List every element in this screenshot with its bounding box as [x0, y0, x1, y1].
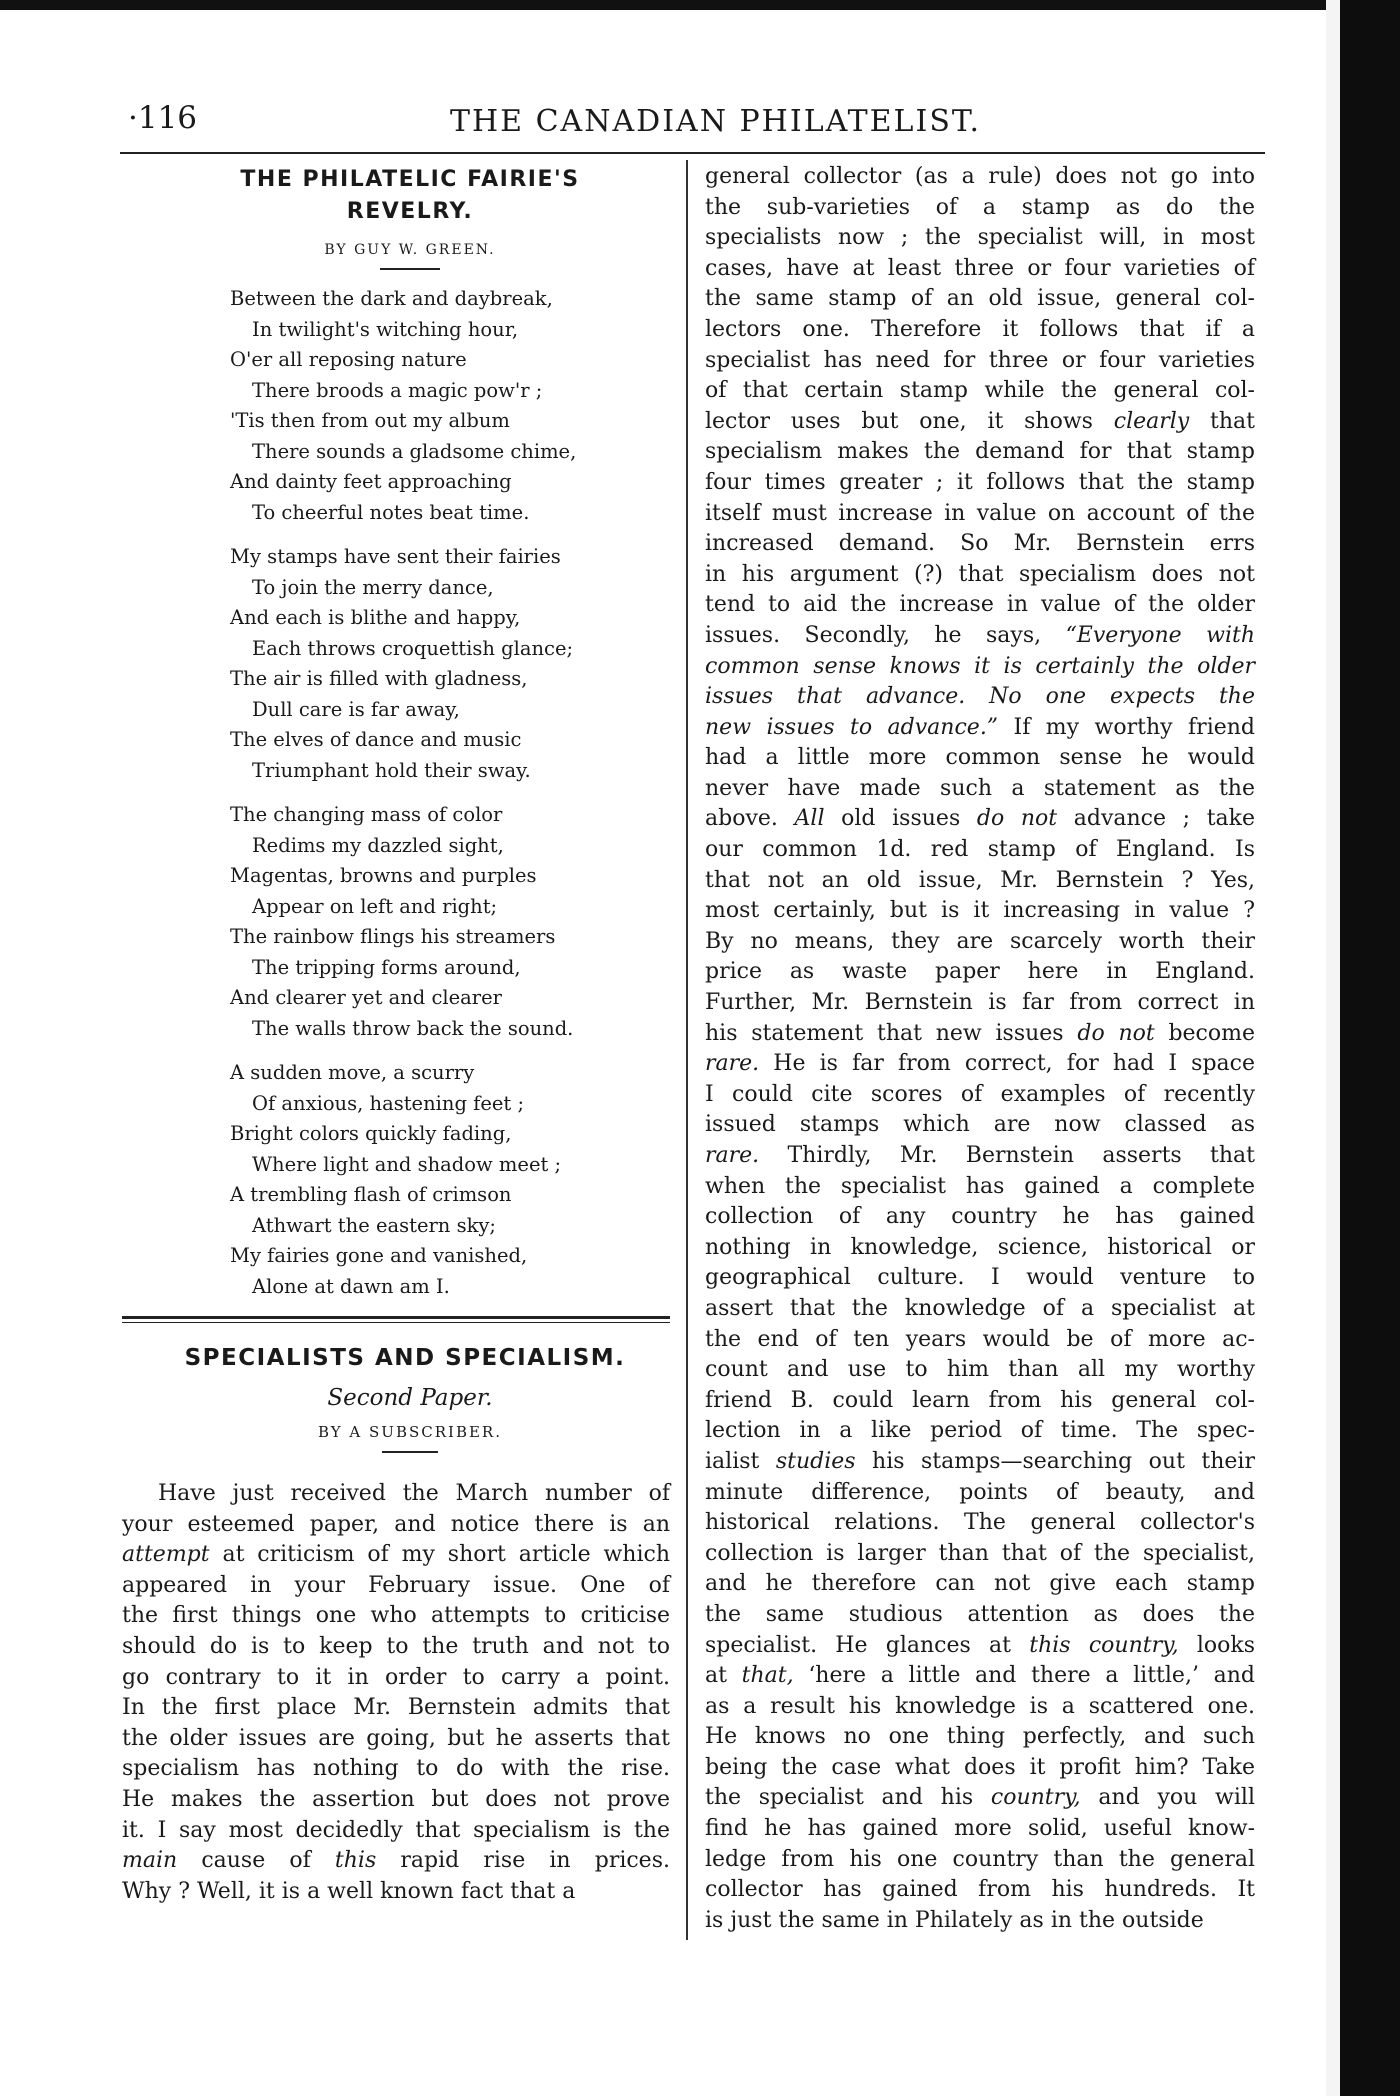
body-line: the first things one who attempts to criticise [122, 1603, 670, 1629]
body-line: when the specialist has gained a complete [705, 1173, 1255, 1199]
body-line: geographical culture. I would venture to [705, 1265, 1255, 1291]
body-line: specialist. He glances at this country, looks [705, 1632, 1256, 1658]
body-line: cases, have at least three or four varieties of [705, 255, 1255, 281]
body-line: of that certain stamp while the general col- [705, 378, 1255, 404]
page-header [120, 100, 1265, 146]
body-line: most certainly, but is it increasing in value ? [705, 898, 1255, 924]
article-rule [382, 1451, 438, 1453]
poem-line: Athwart the eastern sky; [252, 1213, 496, 1237]
poem-line: Dull care is far away, [252, 697, 460, 721]
poem-line: There sounds a gladsome chime, [252, 439, 577, 463]
body-line: four times greater ; it follows that the stamp [705, 469, 1255, 495]
body-line: should do is to keep to the truth and not to [122, 1633, 670, 1659]
poem-line: The rainbow flings his streamers [230, 925, 556, 948]
body-line: collection of any country he has gained [705, 1204, 1255, 1230]
body-line: our common 1d. red stamp of England. Is [705, 837, 1255, 863]
body-line: rare. He is far from correct, for had I space [705, 1051, 1255, 1077]
body-line: By no means, they are scarcely worth their [705, 928, 1255, 954]
poem-rule [380, 268, 440, 270]
article-subtitle: Second Paper. [327, 1385, 493, 1411]
poem-line: There broods a magic pow'r ; [252, 378, 543, 402]
body-line: had a little more common sense he would [705, 745, 1255, 771]
body-line: itself must increase in value on account of the [705, 500, 1255, 526]
body-line: go contrary to it in order to carry a point. [122, 1664, 670, 1690]
body-line: tend to aid the increase in value of the older [705, 592, 1255, 618]
poem-line: The walls throw back the sound. [252, 1016, 574, 1040]
poem-line: And dainty feet approaching [230, 470, 512, 493]
body-line: the older issues are going, but he asserts that [122, 1725, 670, 1751]
scan-right-border [1340, 0, 1400, 2096]
body-line: Have just received the March number of [158, 1481, 670, 1506]
poem-line: A trembling flash of crimson [230, 1183, 512, 1206]
body-line: that not an old issue, Mr. Bernstein ? Yes, [705, 867, 1255, 893]
body-line: the end of ten years would be of more ac- [705, 1326, 1255, 1352]
poem-line: Triumphant hold their sway. [252, 758, 531, 782]
poem-line: And each is blithe and happy, [230, 606, 521, 629]
body-line: issued stamps which are now classed as [705, 1112, 1255, 1138]
body-line: rare. Thirdly, Mr. Bernstein asserts that [705, 1143, 1255, 1168]
body-line: specialism has nothing to do with the rise. [122, 1756, 670, 1782]
article-body-right [705, 162, 1255, 1936]
poem-line: The changing mass of color [230, 803, 503, 826]
body-line: collector has gained from his hundreds. It [705, 1877, 1255, 1903]
body-line: lection in a like period of time. The spec- [705, 1418, 1255, 1444]
poem-line: Where light and shadow meet ; [252, 1152, 562, 1176]
body-line: He makes the assertion but does not prove [122, 1786, 670, 1812]
poem-line: Appear on left and right; [252, 894, 498, 918]
body-line: Further, Mr. Bernstein is far from correct in [705, 990, 1255, 1016]
scan-page-gutter [1326, 0, 1340, 2096]
poem-line: Alone at dawn am I. [252, 1274, 450, 1298]
stanza [230, 800, 670, 1044]
poem-line: A sudden move, a scurry [230, 1061, 475, 1084]
body-line: never have made such a statement as the [705, 775, 1255, 801]
body-line: above. All old issues do not advance ; take [705, 806, 1255, 832]
body-line: nothing in knowledge, science, historical or [705, 1234, 1255, 1260]
poem-line: My stamps have sent their fairies [230, 545, 561, 568]
body-line: collection is larger than that of the specialist, [705, 1540, 1255, 1566]
article-body-left [122, 1479, 670, 1907]
poem-line: The tripping forms around, [252, 955, 521, 979]
body-line: He knows no one thing perfectly, and such [705, 1724, 1255, 1750]
body-line: find he has gained more solid, useful know- [705, 1816, 1255, 1842]
body-line: count and use to him than all my worthy [705, 1357, 1255, 1383]
poem-line: In twilight's witching hour, [252, 317, 519, 341]
body-line: the sub-varieties of a stamp as do the [705, 194, 1255, 220]
running-title: THE CANADIAN PHILATELIST. [450, 104, 982, 139]
body-line: price as waste paper here in England. [705, 959, 1255, 985]
body-line: specialism makes the demand for that stamp [705, 439, 1255, 465]
poem-title [150, 164, 670, 228]
body-line: your esteemed paper, and notice there is an [122, 1511, 670, 1537]
poem-line: My fairies gone and vanished, [230, 1244, 528, 1267]
body-line: issues that advance. No one expects the [705, 684, 1255, 710]
poem-line: And clearer yet and clearer [230, 986, 502, 1009]
body-line: increased demand. So Mr. Bernstein errs [705, 531, 1255, 557]
body-line: is just the same in Philately as in the outside [705, 1907, 1204, 1933]
body-line: specialists now ; the specialist will, in most [705, 225, 1255, 251]
scan-top-border [0, 0, 1400, 10]
body-line: issues. Secondly, he says, “Everyone with [705, 622, 1256, 648]
page-number: ·116 [128, 100, 198, 136]
body-line: main cause of this rapid rise in prices. [122, 1848, 670, 1874]
poem-line: Bright colors quickly fading, [230, 1122, 512, 1145]
poem-line: Each throws croquettish glance; [252, 636, 574, 660]
stanza [230, 284, 670, 528]
column-divider [686, 160, 688, 1940]
poem-line: Between the dark and daybreak, [230, 287, 553, 310]
body-line: common sense knows it is certainly the older [705, 653, 1255, 679]
poem-line: To join the merry dance, [252, 575, 494, 599]
left-column [122, 162, 670, 1907]
body-line: attempt at criticism of my short article which [122, 1542, 670, 1568]
body-line: minute difference, points of beauty, and [705, 1479, 1255, 1505]
poem-line: Redims my dazzled sight, [252, 833, 504, 857]
body-line: the same stamp of an old issue, general col- [705, 286, 1255, 312]
body-line: lectors one. Therefore it follows that if a [705, 316, 1255, 342]
section-separator [122, 1316, 670, 1323]
body-line: lector uses but one, it shows clearly that [705, 408, 1255, 434]
article-byline: BY A SUBSCRIBER. [318, 1423, 502, 1441]
body-line: and he therefore can not give each stamp [705, 1571, 1255, 1597]
body-line: assert that the knowledge of a specialist at [705, 1295, 1255, 1321]
poem-line: To cheerful notes beat time. [252, 500, 530, 524]
body-line: the same studious attention as does the [705, 1601, 1255, 1627]
body-line: In the first place Mr. Bernstein admits that [122, 1695, 670, 1721]
body-line: appeared in your February issue. One of [122, 1572, 670, 1598]
body-line: in his argument (?) that specialism does not [705, 561, 1255, 587]
poem-title-line: THE PHILATELIC FAIRIE'S [240, 167, 580, 192]
body-line: as a result his knowledge is a scattered one. [705, 1693, 1255, 1719]
body-line: being the case what does it profit him? Take [705, 1754, 1255, 1780]
poem-body [230, 284, 670, 1302]
body-line: at that, ‘here a little and there a little,’ and [705, 1663, 1255, 1689]
article-title: SPECIALISTS AND SPECIALISM. [184, 1345, 626, 1371]
header-rule [120, 152, 1265, 154]
body-line: general collector (as a rule) does not go into [705, 164, 1255, 189]
body-line: Why ? Well, it is a well known fact that a [122, 1878, 576, 1904]
body-line: historical relations. The general collector's [705, 1510, 1255, 1536]
body-line: I could cite scores of examples of recently [705, 1081, 1255, 1107]
poem-line: The elves of dance and music [230, 728, 522, 751]
poem-line: The air is filled with gladness, [230, 667, 528, 690]
poem-line: 'Tis then from out my album [230, 409, 510, 432]
stanza [230, 1058, 670, 1302]
stanza [230, 542, 670, 786]
poem-line: O'er all reposing nature [230, 348, 467, 371]
body-line: friend B. could learn from his general col- [705, 1387, 1255, 1413]
poem-line: Magentas, browns and purples [230, 864, 537, 887]
body-line: new issues to advance.” If my worthy friend [705, 714, 1255, 740]
body-line: the specialist and his country, and you will [705, 1785, 1255, 1811]
body-line: specialist has need for three or four varieties [705, 347, 1255, 373]
poem-title-line: REVELRY. [346, 199, 474, 224]
poem-line: Of anxious, hastening feet ; [252, 1091, 525, 1115]
poem-byline: BY GUY W. GREEN. [324, 242, 496, 258]
body-line: ledge from his one country than the general [705, 1846, 1255, 1872]
body-line: it. I say most decidedly that specialism is the [122, 1817, 670, 1843]
body-line: ialist studies his stamps—searching out their [705, 1448, 1255, 1474]
body-line: his statement that new issues do not become [705, 1020, 1256, 1046]
